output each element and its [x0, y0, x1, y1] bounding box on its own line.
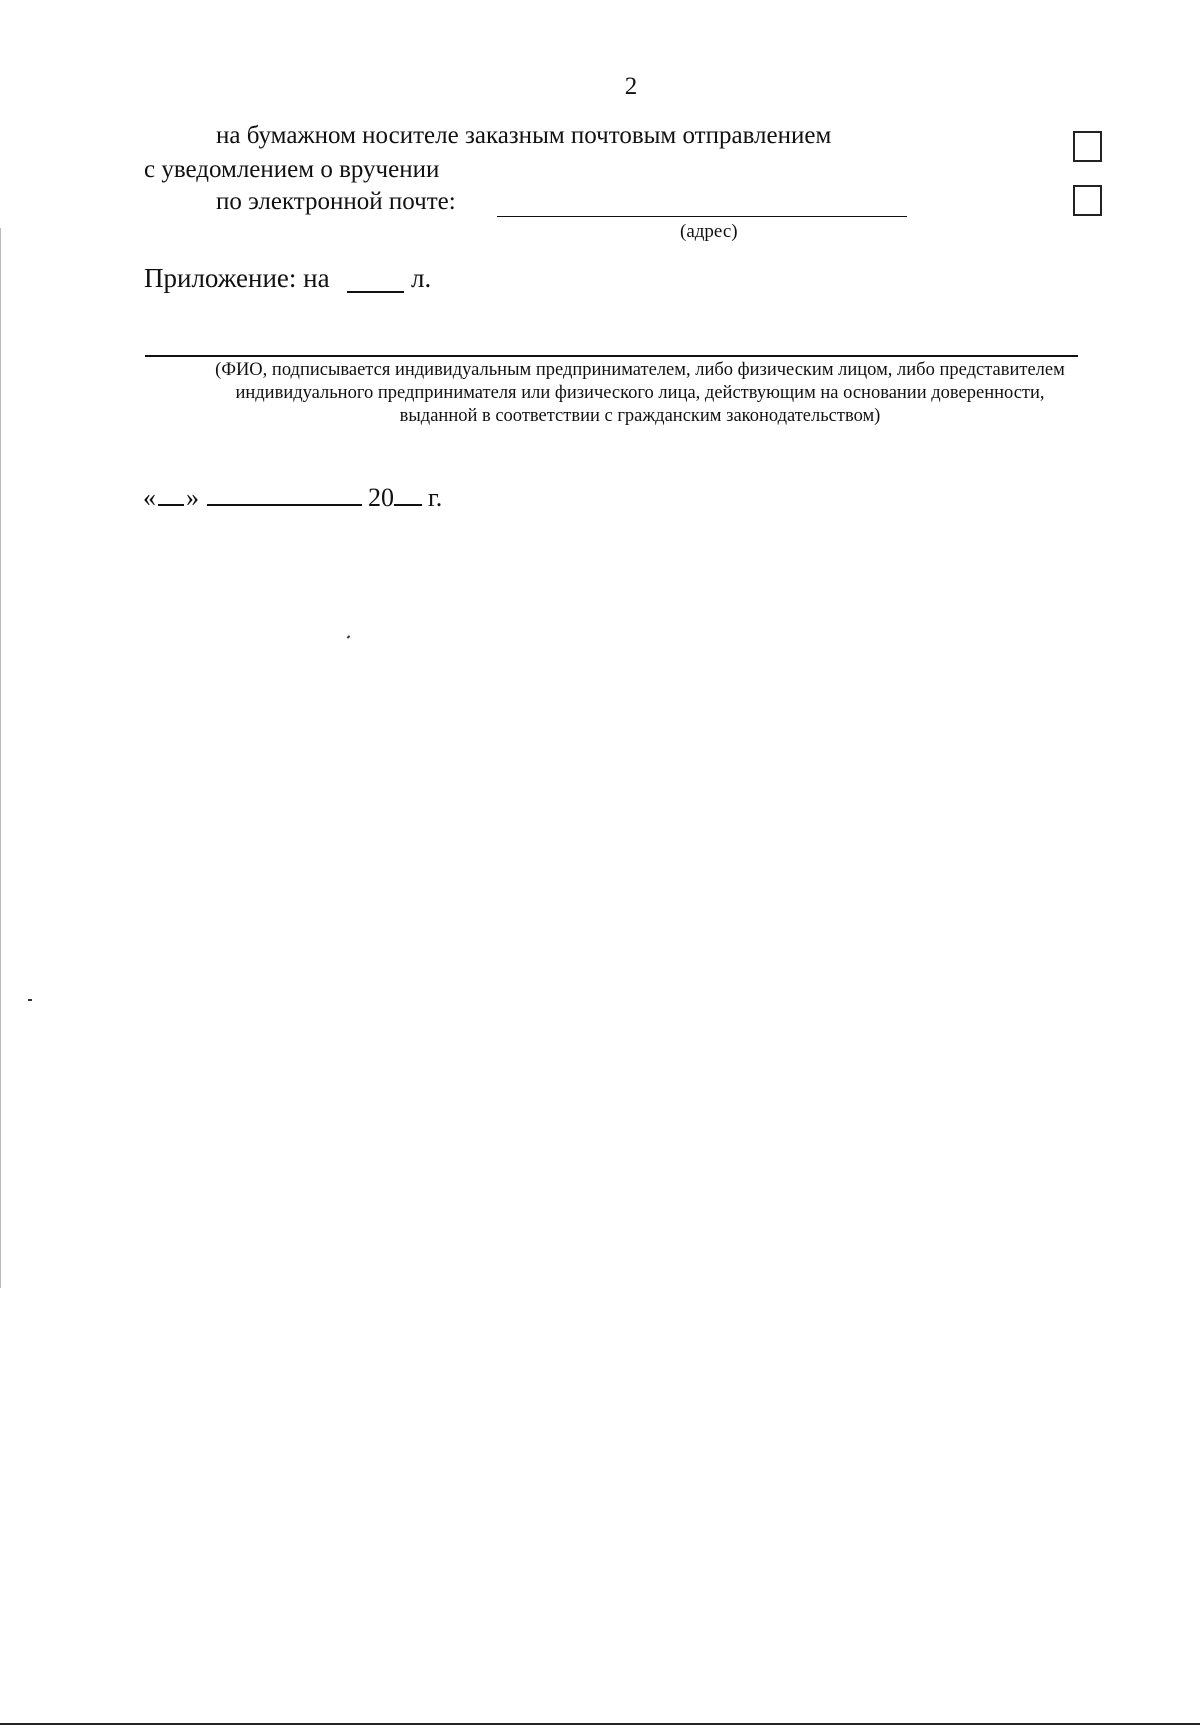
- paper-mail-checkbox[interactable]: [1073, 131, 1102, 162]
- attachment-label: Приложение: на: [144, 263, 330, 293]
- date-row: [143, 483, 442, 513]
- page-number: 2: [624, 73, 638, 100]
- year-suffix: г.: [428, 483, 443, 512]
- email-address-caption: (адрес): [680, 221, 738, 242]
- email-address-field[interactable]: [497, 216, 907, 217]
- attachment-unit: л.: [411, 263, 432, 293]
- date-close-quote: »: [186, 483, 199, 512]
- delivery-option-paper-mail-continued: с уведомлением о вручении: [144, 156, 440, 183]
- attachment-pages-field[interactable]: [347, 291, 404, 293]
- day-field[interactable]: [158, 503, 184, 506]
- signature-caption-line-3: выданной в соответствии с гражданским законодательством): [399, 406, 881, 426]
- scan-speck: [28, 999, 32, 1001]
- email-checkbox[interactable]: [1073, 185, 1102, 216]
- delivery-option-paper-mail: на бумажном носителе заказным почтовым отправлением: [216, 122, 832, 149]
- year-field[interactable]: [394, 503, 422, 506]
- scan-speck: [347, 635, 351, 638]
- signature-caption-line-1: (ФИО, подписывается индивидуальным предпринимателем, либо физическим лицом, либо представителем: [215, 360, 1065, 380]
- scan-edge-bottom: [0, 1723, 1200, 1725]
- signature-field[interactable]: [145, 355, 1078, 357]
- month-field[interactable]: [207, 503, 362, 506]
- scan-edge-left: [0, 228, 1, 1288]
- year-prefix: 20: [368, 483, 394, 512]
- signature-caption-line-2: индивидуального предпринимателя или физического лица, действующим на основании доверенности,: [235, 383, 1045, 403]
- delivery-option-email: по электронной почте:: [216, 188, 456, 215]
- date-open-quote: «: [143, 483, 156, 512]
